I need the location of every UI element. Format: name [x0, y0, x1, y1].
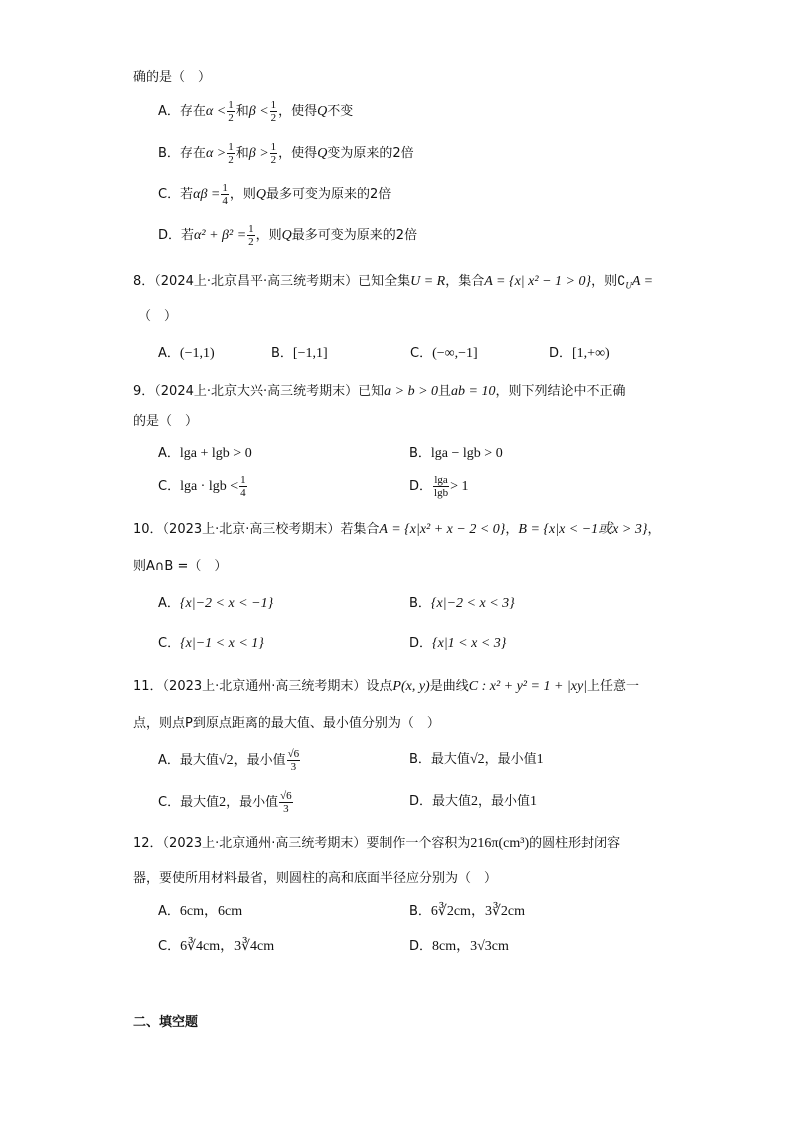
- q12-option-b[interactable]: B．6∛2cm，3∛2cm: [409, 904, 525, 919]
- q7-stem-tail: 确的是（ ）: [133, 70, 212, 85]
- q9-stem: 9．（2024上·北京大兴·高三统考期末）已知a > b > 0且ab = 10，则下列结论中不正确: [133, 384, 626, 399]
- q8-option-c[interactable]: C．(−∞,−1]: [410, 346, 478, 361]
- fraction: $\frac{1}{2}$: [228, 99, 234, 124]
- q9-option-c[interactable]: C．lga · lgb < $\frac{1}{4}$: [158, 474, 246, 499]
- fraction: $\frac{√6}{3}$: [280, 790, 292, 815]
- q7-option-d[interactable]: D．若α² + β² = $\frac{1}{2}$ ，则Q最多可变为原来的2倍: [158, 223, 418, 248]
- q11-stem-line2: 点，则点P到原点距离的最大值、最小值分别为（ ）: [133, 716, 440, 731]
- fraction: $\frac{1}{4}$: [222, 182, 228, 207]
- q8-option-a[interactable]: A．(−1,1): [158, 346, 215, 361]
- fraction: $\frac{1}{2}$: [248, 223, 254, 248]
- q10-stem: 10．（2023上·北京·高三校考期末）若集合A = {x|x² + x − 2 < 0}，B = {x|x < −1或x > 3}，: [133, 522, 661, 537]
- q11-option-a[interactable]: A．最大值√2，最小值 $\frac{√6}{3}$: [158, 748, 300, 773]
- q12-stem: 12．（2023上·北京通州·高三统考期末）要制作一个容积为216π(cm³)的圆柱形封闭容: [133, 836, 621, 851]
- q11-stem: 11．（2023上·北京通州·高三统考期末）设点P(x, y)是曲线C : x² + y² = 1 + |xy|上任意一: [133, 679, 640, 694]
- q10-option-a[interactable]: A．{x|−2 < x < −1}: [158, 596, 274, 611]
- fraction: $\frac{1}{2}$: [270, 141, 277, 166]
- fraction: $\frac{1}{4}$: [240, 474, 246, 499]
- q11-option-c[interactable]: C．最大值2，最小值 $\frac{√6}{3}$: [158, 790, 292, 815]
- q12-option-a[interactable]: A．6cm，6cm: [158, 904, 243, 919]
- fraction: $\frac{1}{2}$: [228, 141, 234, 166]
- q8-option-d[interactable]: D．[1,+∞): [549, 346, 610, 361]
- q11-option-d[interactable]: D．最大值2，最小值1: [409, 794, 538, 809]
- q10-option-c[interactable]: C．{x|−1 < x < 1}: [158, 636, 264, 651]
- fraction: $\frac{√6}{3}$: [287, 748, 300, 773]
- section-heading: 二、填空题: [133, 1015, 199, 1030]
- q8-option-b[interactable]: B．[−1,1]: [271, 346, 328, 361]
- q12-option-c[interactable]: C．6∛4cm，3∛4cm: [158, 939, 275, 954]
- q8-stem: 8．（2024上·北京昌平·高三统考期末）已知全集U = R，集合A = {x| x² − 1 > 0}，则$∁_UA$ =: [133, 274, 654, 291]
- fraction: $\frac{1}{2}$: [270, 99, 277, 124]
- q7-option-a[interactable]: A．存在α < $\frac{1}{2}$ 和β < $\frac{1}{2}$ ，使得Q不变: [158, 99, 354, 124]
- q7-option-c[interactable]: C．若αβ = $\frac{1}{4}$ ，则Q最多可变为原来的2倍: [158, 182, 392, 207]
- q9-option-d[interactable]: D． $\frac{\lg a}{\lg b}$ > 1: [409, 474, 469, 499]
- q10-option-b[interactable]: B．{x|−2 < x < 3}: [409, 596, 515, 611]
- fraction: $\frac{\lg a}{\lg b}$: [434, 474, 449, 499]
- q7-option-b[interactable]: B．存在α > $\frac{1}{2}$ 和β > $\frac{1}{2}$ ，使得Q变为原来的2倍: [158, 141, 414, 166]
- q9-stem-line2: 的是（ ）: [133, 414, 199, 429]
- q9-option-a[interactable]: A．lga + lgb > 0: [158, 446, 252, 461]
- q10-stem-line2: 则A∩B =（ ）: [133, 559, 228, 574]
- q12-option-d[interactable]: D．8cm，3√3cm: [409, 939, 509, 954]
- q10-option-d[interactable]: D．{x|1 < x < 3}: [409, 636, 507, 651]
- q11-option-b[interactable]: B．最大值√2，最小值1: [409, 752, 544, 767]
- q8-stem-line2: （ ）: [138, 309, 178, 324]
- q12-stem-line2: 器，要使所用材料最省，则圆柱的高和底面半径应分别为（ ）: [133, 871, 498, 886]
- q9-option-b[interactable]: B．lga − lgb > 0: [409, 446, 503, 461]
